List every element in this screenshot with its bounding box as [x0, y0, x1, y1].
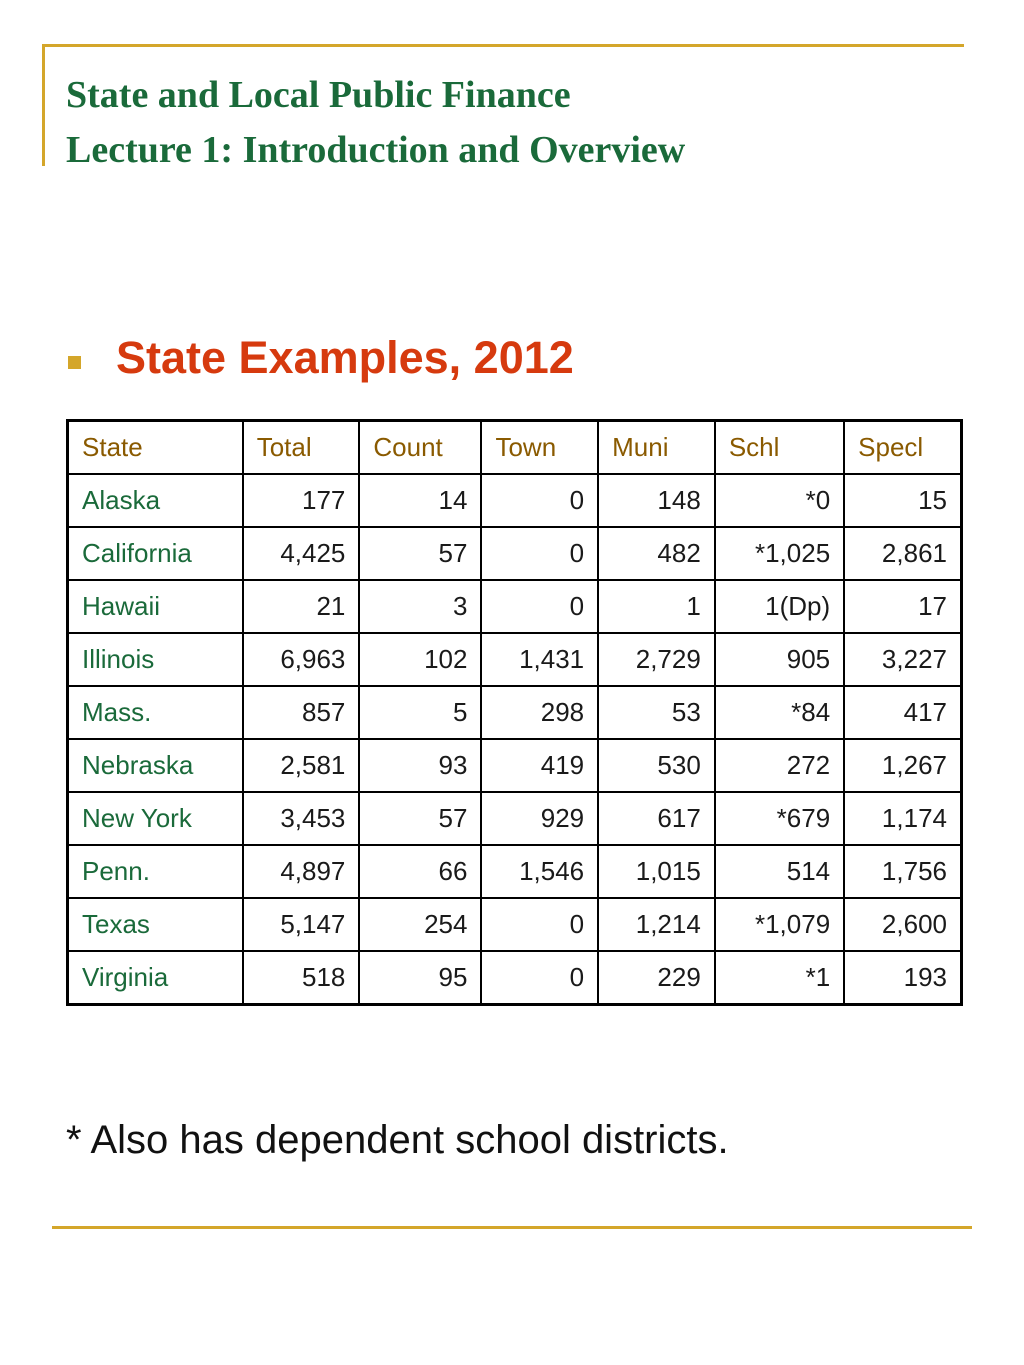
- table-cell-schl: *1,079: [715, 898, 844, 951]
- table-cell-specl: 1,267: [844, 739, 961, 792]
- table-cell-count: 57: [359, 527, 481, 580]
- table-cell-schl: 272: [715, 739, 844, 792]
- table-cell-specl: 1,756: [844, 845, 961, 898]
- table-cell-total: 6,963: [243, 633, 360, 686]
- table-cell-specl: 15: [844, 474, 961, 527]
- table-cell-schl: *84: [715, 686, 844, 739]
- table-cell-muni: 229: [598, 951, 715, 1005]
- table-cell-count: 93: [359, 739, 481, 792]
- table-cell-town: 1,546: [481, 845, 598, 898]
- table-cell-state: Virginia: [68, 951, 243, 1005]
- table-cell-muni: 148: [598, 474, 715, 527]
- table-cell-muni: 617: [598, 792, 715, 845]
- table-cell-total: 3,453: [243, 792, 360, 845]
- table-cell-total: 518: [243, 951, 360, 1005]
- square-bullet-icon: [68, 356, 81, 369]
- table-row: [68, 527, 962, 580]
- table-row: [68, 951, 962, 1005]
- column-header-total: Total: [243, 421, 360, 475]
- table-header-row: [68, 421, 962, 475]
- table-cell-count: 3: [359, 580, 481, 633]
- table-cell-schl: 905: [715, 633, 844, 686]
- table-cell-town: 0: [481, 898, 598, 951]
- bottom-rule: [52, 1226, 972, 1229]
- table-cell-state: Penn.: [68, 845, 243, 898]
- table-cell-count: 5: [359, 686, 481, 739]
- section-heading: State Examples, 2012: [116, 332, 574, 383]
- table-cell-total: 4,897: [243, 845, 360, 898]
- table-cell-state: Mass.: [68, 686, 243, 739]
- table-cell-total: 4,425: [243, 527, 360, 580]
- footnote: * Also has dependent school districts.: [66, 1118, 729, 1162]
- table-cell-count: 14: [359, 474, 481, 527]
- table-cell-town: 929: [481, 792, 598, 845]
- table-row: [68, 474, 962, 527]
- column-header-count: Count: [359, 421, 481, 475]
- column-header-town: Town: [481, 421, 598, 475]
- table-cell-state: Hawaii: [68, 580, 243, 633]
- slide-title: [66, 68, 685, 178]
- column-header-specl: Specl: [844, 421, 961, 475]
- table-cell-muni: 530: [598, 739, 715, 792]
- table-row: [68, 633, 962, 686]
- table-cell-state: Texas: [68, 898, 243, 951]
- table-row: [68, 845, 962, 898]
- table-cell-state: Illinois: [68, 633, 243, 686]
- table-cell-specl: 1,174: [844, 792, 961, 845]
- table-cell-count: 102: [359, 633, 481, 686]
- table-cell-state: Alaska: [68, 474, 243, 527]
- table-cell-muni: 482: [598, 527, 715, 580]
- table-header: [68, 421, 962, 475]
- table-cell-specl: 2,600: [844, 898, 961, 951]
- column-header-state: State: [68, 421, 243, 475]
- table-row: [68, 792, 962, 845]
- column-header-schl: Schl: [715, 421, 844, 475]
- table-cell-specl: 3,227: [844, 633, 961, 686]
- table-cell-muni: 1,214: [598, 898, 715, 951]
- table-cell-town: 1,431: [481, 633, 598, 686]
- table-cell-total: 177: [243, 474, 360, 527]
- table-cell-schl: *1: [715, 951, 844, 1005]
- table-cell-muni: 53: [598, 686, 715, 739]
- title-line-1: State and Local Public Finance: [66, 74, 571, 116]
- table-cell-count: 66: [359, 845, 481, 898]
- table-cell-total: 21: [243, 580, 360, 633]
- table-cell-specl: 417: [844, 686, 961, 739]
- column-header-muni: Muni: [598, 421, 715, 475]
- table-cell-total: 5,147: [243, 898, 360, 951]
- table-cell-town: 0: [481, 951, 598, 1005]
- table-cell-total: 2,581: [243, 739, 360, 792]
- table-cell-specl: 17: [844, 580, 961, 633]
- table-cell-state: California: [68, 527, 243, 580]
- table-cell-muni: 2,729: [598, 633, 715, 686]
- table-cell-town: 0: [481, 527, 598, 580]
- left-rule: [42, 44, 45, 166]
- table-cell-state: Nebraska: [68, 739, 243, 792]
- table-cell-state: New York: [68, 792, 243, 845]
- table-row: [68, 739, 962, 792]
- table-cell-schl: *0: [715, 474, 844, 527]
- table-cell-specl: 193: [844, 951, 961, 1005]
- table-cell-total: 857: [243, 686, 360, 739]
- table-cell-count: 254: [359, 898, 481, 951]
- table-row: [68, 580, 962, 633]
- top-rule: [42, 44, 964, 47]
- table-cell-muni: 1: [598, 580, 715, 633]
- table-cell-schl: *1,025: [715, 527, 844, 580]
- table-cell-schl: *679: [715, 792, 844, 845]
- table-cell-muni: 1,015: [598, 845, 715, 898]
- table-cell-specl: 2,861: [844, 527, 961, 580]
- table-cell-schl: 1(Dp): [715, 580, 844, 633]
- table-cell-town: 0: [481, 580, 598, 633]
- table-cell-town: 298: [481, 686, 598, 739]
- state-examples-table: [66, 419, 963, 1006]
- table-body: [68, 474, 962, 1005]
- table-cell-town: 0: [481, 474, 598, 527]
- title-line-2: Lecture 1: Introduction and Overview: [66, 129, 686, 171]
- table-row: [68, 686, 962, 739]
- table-row: [68, 898, 962, 951]
- table-cell-schl: 514: [715, 845, 844, 898]
- table-cell-count: 57: [359, 792, 481, 845]
- table-cell-count: 95: [359, 951, 481, 1005]
- table-cell-town: 419: [481, 739, 598, 792]
